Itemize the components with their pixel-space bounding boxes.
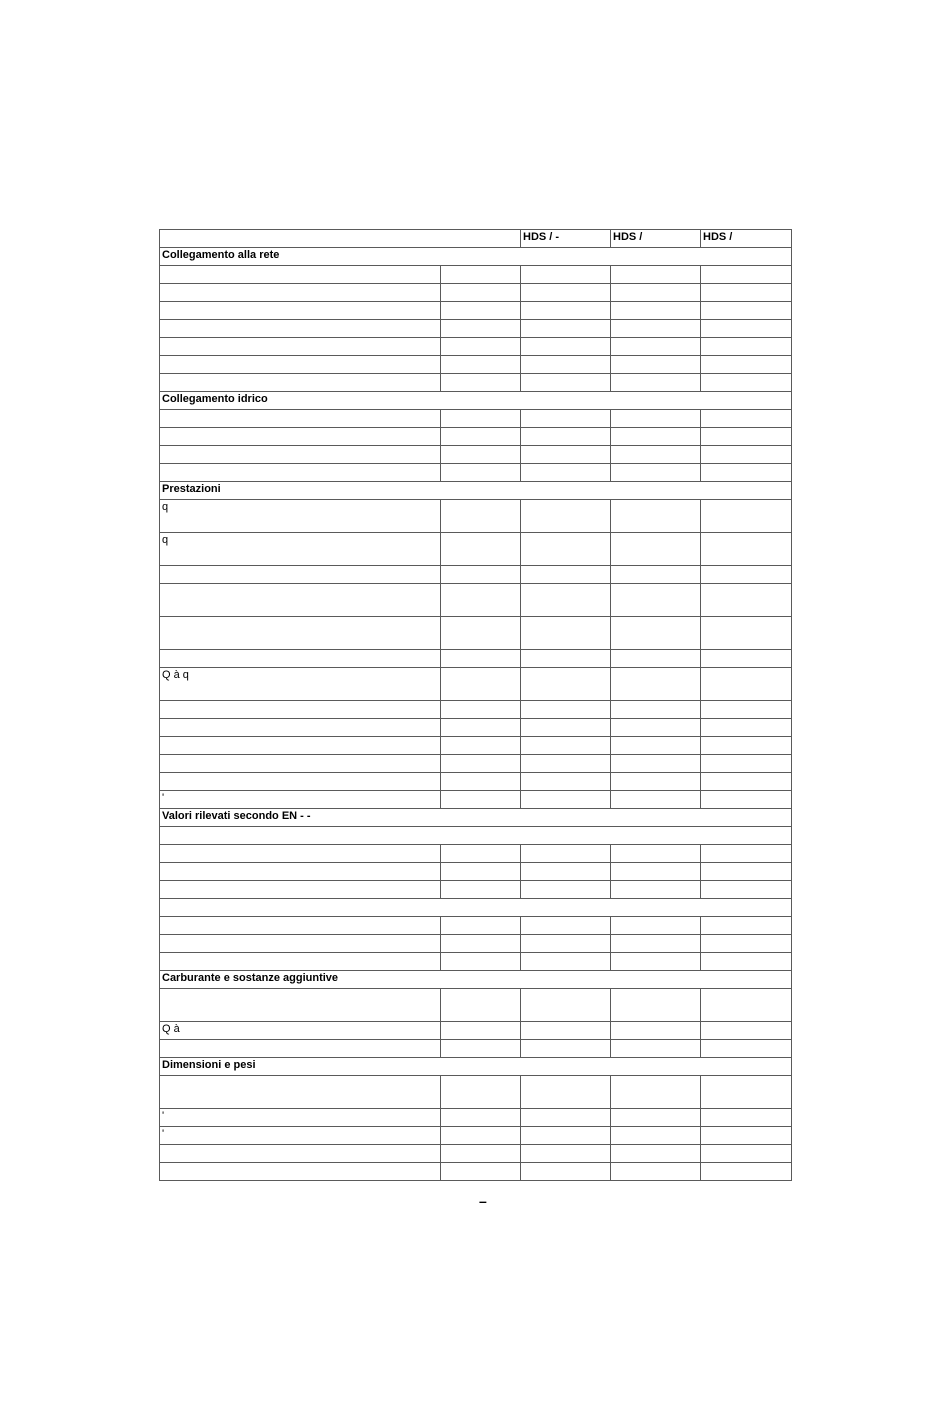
value-cell <box>521 953 611 971</box>
value-cell <box>701 284 792 302</box>
table-row <box>160 989 792 1022</box>
row-label <box>160 320 441 338</box>
value-cell <box>701 464 792 482</box>
table-row <box>160 791 792 809</box>
unit-cell <box>441 428 521 446</box>
value-cell <box>701 773 792 791</box>
value-cell <box>521 410 611 428</box>
value-cell <box>521 845 611 863</box>
section-header-row <box>160 971 792 989</box>
section-title: Collegamento alla rete <box>160 248 792 266</box>
row-label <box>160 302 441 320</box>
value-cell <box>701 935 792 953</box>
section-header-row <box>160 482 792 500</box>
unit-cell <box>441 1145 521 1163</box>
table-row <box>160 374 792 392</box>
spec-table-body <box>160 230 792 1181</box>
unit-cell <box>441 1022 521 1040</box>
unit-cell <box>441 320 521 338</box>
value-cell <box>521 1022 611 1040</box>
row-label <box>160 1040 441 1058</box>
value-cell <box>611 533 701 566</box>
value-cell <box>701 1040 792 1058</box>
table-row <box>160 1109 792 1127</box>
table-row <box>160 935 792 953</box>
row-label <box>160 989 441 1022</box>
value-cell <box>611 953 701 971</box>
value-cell <box>521 374 611 392</box>
row-label: q <box>160 533 441 566</box>
value-cell <box>611 650 701 668</box>
value-cell <box>611 266 701 284</box>
unit-cell <box>441 845 521 863</box>
value-cell <box>521 791 611 809</box>
value-cell <box>521 989 611 1022</box>
unit-cell <box>441 863 521 881</box>
table-row <box>160 755 792 773</box>
value-cell <box>521 1127 611 1145</box>
table-row <box>160 737 792 755</box>
value-cell <box>611 464 701 482</box>
unit-cell <box>441 266 521 284</box>
value-cell <box>611 668 701 701</box>
table-row <box>160 701 792 719</box>
unit-cell <box>441 1109 521 1127</box>
row-label <box>160 374 441 392</box>
row-label <box>160 701 441 719</box>
row-label <box>160 863 441 881</box>
table-row <box>160 584 792 617</box>
row-label <box>160 617 441 650</box>
value-cell <box>611 701 701 719</box>
value-cell <box>611 302 701 320</box>
value-cell <box>521 617 611 650</box>
unit-cell <box>441 338 521 356</box>
value-cell <box>611 935 701 953</box>
value-cell <box>521 1076 611 1109</box>
header-blank-cell <box>160 230 521 248</box>
value-cell <box>611 1109 701 1127</box>
value-cell <box>521 1040 611 1058</box>
value-cell <box>611 284 701 302</box>
table-row <box>160 302 792 320</box>
value-cell <box>701 410 792 428</box>
value-cell <box>521 701 611 719</box>
value-cell <box>521 719 611 737</box>
section-title: Carburante e sostanze aggiuntive <box>160 971 792 989</box>
value-cell <box>611 584 701 617</box>
table-row <box>160 827 792 845</box>
table-row <box>160 566 792 584</box>
value-cell <box>611 410 701 428</box>
table-row <box>160 446 792 464</box>
unit-cell <box>441 791 521 809</box>
value-cell <box>611 737 701 755</box>
row-label <box>160 899 792 917</box>
value-cell <box>701 566 792 584</box>
table-row <box>160 899 792 917</box>
table-row <box>160 668 792 701</box>
table-row <box>160 863 792 881</box>
value-cell <box>701 845 792 863</box>
table-row <box>160 1163 792 1181</box>
value-cell <box>701 989 792 1022</box>
row-label: ' <box>160 791 441 809</box>
value-cell <box>521 773 611 791</box>
row-label <box>160 428 441 446</box>
value-cell <box>701 266 792 284</box>
value-cell <box>521 428 611 446</box>
value-cell <box>701 668 792 701</box>
row-label <box>160 1145 441 1163</box>
value-cell <box>611 446 701 464</box>
row-label <box>160 566 441 584</box>
unit-cell <box>441 356 521 374</box>
row-label <box>160 755 441 773</box>
row-label: ' <box>160 1109 441 1127</box>
value-cell <box>611 356 701 374</box>
value-cell <box>521 1163 611 1181</box>
unit-cell <box>441 701 521 719</box>
table-row <box>160 1022 792 1040</box>
table-row <box>160 1076 792 1109</box>
unit-cell <box>441 1127 521 1145</box>
unit-cell <box>441 668 521 701</box>
section-title: Prestazioni <box>160 482 792 500</box>
value-cell <box>701 1076 792 1109</box>
unit-cell <box>441 374 521 392</box>
table-row <box>160 500 792 533</box>
row-label <box>160 464 441 482</box>
table-row <box>160 266 792 284</box>
value-cell <box>611 917 701 935</box>
value-cell <box>611 1040 701 1058</box>
value-cell <box>611 374 701 392</box>
value-cell <box>611 755 701 773</box>
row-label <box>160 584 441 617</box>
row-label <box>160 1163 441 1181</box>
value-cell <box>701 584 792 617</box>
value-cell <box>701 428 792 446</box>
value-cell <box>521 566 611 584</box>
value-cell <box>701 500 792 533</box>
value-cell <box>611 428 701 446</box>
value-cell <box>611 881 701 899</box>
value-cell <box>701 1022 792 1040</box>
value-cell <box>701 863 792 881</box>
value-cell <box>521 755 611 773</box>
row-label <box>160 935 441 953</box>
unit-cell <box>441 917 521 935</box>
table-row <box>160 338 792 356</box>
row-label: Q à <box>160 1022 441 1040</box>
row-label: ' <box>160 1127 441 1145</box>
value-cell <box>701 617 792 650</box>
unit-cell <box>441 989 521 1022</box>
unit-cell <box>441 410 521 428</box>
table-row <box>160 953 792 971</box>
unit-cell <box>441 500 521 533</box>
value-cell <box>521 584 611 617</box>
unit-cell <box>441 446 521 464</box>
model-header-1: HDS / - <box>521 230 611 248</box>
section-title: Valori rilevati secondo EN - - <box>160 809 792 827</box>
value-cell <box>611 1076 701 1109</box>
section-title: Collegamento idrico <box>160 392 792 410</box>
value-cell <box>611 773 701 791</box>
unit-cell <box>441 650 521 668</box>
row-label <box>160 773 441 791</box>
value-cell <box>701 737 792 755</box>
row-label <box>160 356 441 374</box>
row-label <box>160 827 792 845</box>
value-cell <box>521 935 611 953</box>
spec-table <box>159 229 792 1181</box>
value-cell <box>701 1163 792 1181</box>
value-cell <box>701 1127 792 1145</box>
table-row <box>160 650 792 668</box>
row-label <box>160 917 441 935</box>
table-row <box>160 1127 792 1145</box>
table-row <box>160 320 792 338</box>
value-cell <box>521 1145 611 1163</box>
unit-cell <box>441 953 521 971</box>
page-number: – <box>479 1193 487 1209</box>
value-cell <box>701 533 792 566</box>
unit-cell <box>441 1040 521 1058</box>
value-cell <box>701 701 792 719</box>
table-row <box>160 464 792 482</box>
unit-cell <box>441 881 521 899</box>
value-cell <box>611 617 701 650</box>
value-cell <box>701 650 792 668</box>
row-label <box>160 1076 441 1109</box>
value-cell <box>521 284 611 302</box>
unit-cell <box>441 1163 521 1181</box>
value-cell <box>521 338 611 356</box>
value-cell <box>701 302 792 320</box>
value-cell <box>611 989 701 1022</box>
unit-cell <box>441 584 521 617</box>
value-cell <box>701 791 792 809</box>
unit-cell <box>441 773 521 791</box>
value-cell <box>701 338 792 356</box>
row-label <box>160 338 441 356</box>
header-row <box>160 230 792 248</box>
table-row <box>160 428 792 446</box>
value-cell <box>701 446 792 464</box>
value-cell <box>611 719 701 737</box>
table-row <box>160 881 792 899</box>
value-cell <box>611 1163 701 1181</box>
unit-cell <box>441 719 521 737</box>
value-cell <box>521 302 611 320</box>
value-cell <box>701 1109 792 1127</box>
value-cell <box>521 863 611 881</box>
section-header-row <box>160 1058 792 1076</box>
section-title: Dimensioni e pesi <box>160 1058 792 1076</box>
row-label <box>160 410 441 428</box>
unit-cell <box>441 617 521 650</box>
value-cell <box>611 845 701 863</box>
row-label <box>160 266 441 284</box>
model-header-3: HDS / <box>701 230 792 248</box>
table-row <box>160 356 792 374</box>
value-cell <box>611 1127 701 1145</box>
row-label <box>160 284 441 302</box>
unit-cell <box>441 1076 521 1109</box>
value-cell <box>611 338 701 356</box>
value-cell <box>611 566 701 584</box>
value-cell <box>521 266 611 284</box>
unit-cell <box>441 566 521 584</box>
value-cell <box>521 320 611 338</box>
unit-cell <box>441 737 521 755</box>
value-cell <box>521 881 611 899</box>
value-cell <box>521 1109 611 1127</box>
value-cell <box>701 356 792 374</box>
value-cell <box>521 464 611 482</box>
unit-cell <box>441 533 521 566</box>
value-cell <box>701 755 792 773</box>
unit-cell <box>441 284 521 302</box>
value-cell <box>521 650 611 668</box>
value-cell <box>521 737 611 755</box>
value-cell <box>521 668 611 701</box>
table-row <box>160 917 792 935</box>
table-row <box>160 719 792 737</box>
value-cell <box>611 320 701 338</box>
value-cell <box>701 917 792 935</box>
row-label <box>160 446 441 464</box>
section-header-row <box>160 809 792 827</box>
table-row <box>160 845 792 863</box>
value-cell <box>701 374 792 392</box>
section-header-row <box>160 392 792 410</box>
table-row <box>160 284 792 302</box>
unit-cell <box>441 302 521 320</box>
value-cell <box>521 356 611 374</box>
value-cell <box>701 881 792 899</box>
value-cell <box>701 719 792 737</box>
unit-cell <box>441 935 521 953</box>
row-label <box>160 845 441 863</box>
value-cell <box>521 917 611 935</box>
row-label <box>160 737 441 755</box>
table-row <box>160 1145 792 1163</box>
table-row <box>160 410 792 428</box>
value-cell <box>701 320 792 338</box>
table-row <box>160 533 792 566</box>
table-row <box>160 1040 792 1058</box>
section-header-row <box>160 248 792 266</box>
table-row <box>160 773 792 791</box>
value-cell <box>701 953 792 971</box>
value-cell <box>611 500 701 533</box>
unit-cell <box>441 755 521 773</box>
row-label <box>160 650 441 668</box>
row-label: Q à q <box>160 668 441 701</box>
value-cell <box>521 533 611 566</box>
value-cell <box>611 1022 701 1040</box>
row-label <box>160 953 441 971</box>
table-row <box>160 617 792 650</box>
row-label <box>160 719 441 737</box>
value-cell <box>611 791 701 809</box>
row-label <box>160 881 441 899</box>
value-cell <box>611 1145 701 1163</box>
value-cell <box>611 863 701 881</box>
unit-cell <box>441 464 521 482</box>
row-label: q <box>160 500 441 533</box>
value-cell <box>701 1145 792 1163</box>
value-cell <box>521 446 611 464</box>
value-cell <box>521 500 611 533</box>
model-header-2: HDS / <box>611 230 701 248</box>
